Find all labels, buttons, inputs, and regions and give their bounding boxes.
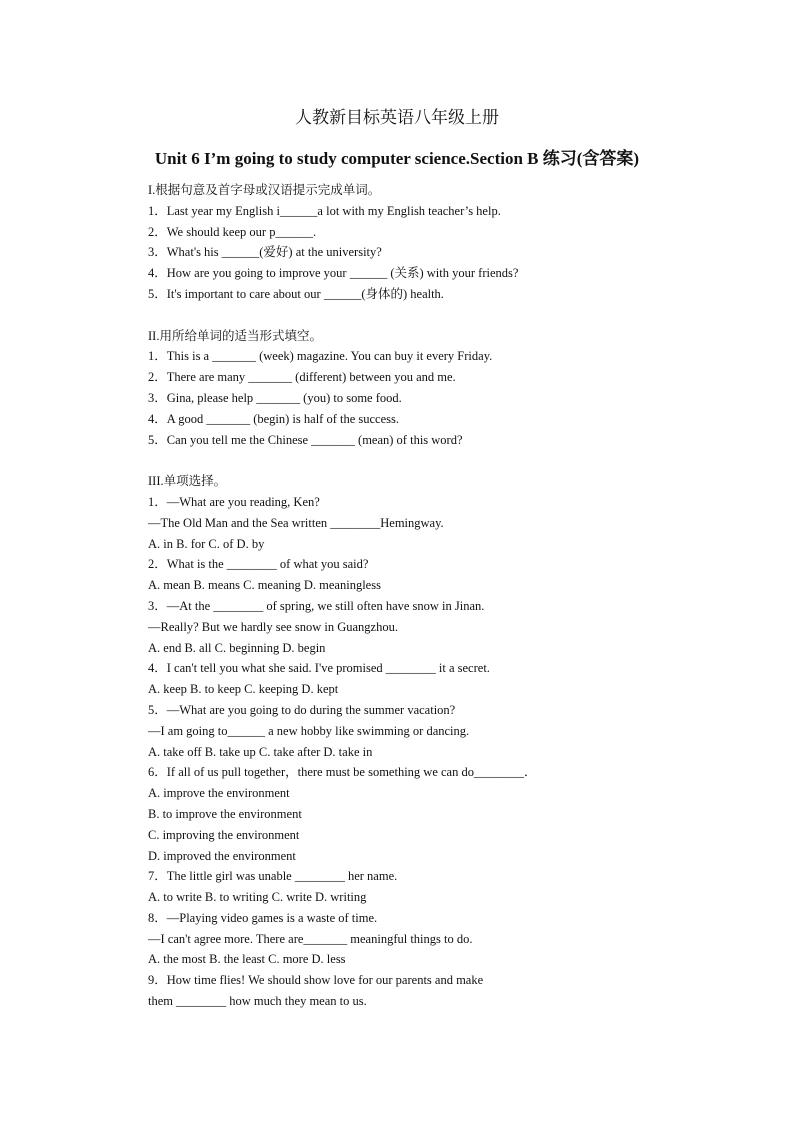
options-line: D. improved the environment <box>148 848 296 863</box>
question-line: them ________ how much they mean to us. <box>148 994 367 1009</box>
question-line: 1．Last year my English i______a lot with my English teacher’s help. <box>148 203 501 218</box>
question-line: 8．—Playing video games is a waste of time. <box>148 910 378 925</box>
question-line: 5．It's important to care about our ______(身体的) health. <box>148 286 444 301</box>
section-spacer <box>148 450 708 471</box>
question-line: 3．—At the ________ of spring, we still often have snow in Jinan. <box>148 598 485 613</box>
section-heading: II.用所给单词的适当形式填空。 <box>148 328 322 343</box>
document-title: 人教新目标英语八年级上册 <box>295 108 499 127</box>
exercise-content <box>148 180 708 1012</box>
question-line: 2．There are many _______ (different) between you and me. <box>148 370 456 385</box>
options-line: A. end B. all C. beginning D. begin <box>148 640 326 655</box>
options-line: B. to improve the environment <box>148 806 302 821</box>
options-line: A. to write B. to writing C. write D. writing <box>148 890 367 905</box>
section-spacer <box>148 305 708 326</box>
question-line: 1．This is a _______ (week) magazine. You can buy it every Friday. <box>148 349 493 364</box>
document-subtitle: Unit 6 I’m going to study computer science.Section B 练习(含答案) <box>154 149 640 168</box>
section-heading: I.根据句意及首字母或汉语提示完成单词。 <box>148 183 381 197</box>
question-line: 9．How time flies! We should show love for our parents and make <box>148 973 484 988</box>
question-line: 6．If all of us pull together，there must be something we can do________． <box>148 765 537 780</box>
question-line: 3．Gina, please help _______ (you) to some food. <box>148 390 402 405</box>
options-line: A. in B. for C. of D. by <box>148 536 265 551</box>
question-line: 4．A good _______ (begin) is half of the success. <box>148 411 400 426</box>
options-line: A. the most B. the least C. more D. less <box>148 952 346 967</box>
question-line: 1．—What are you reading, Ken? <box>148 494 320 509</box>
section-heading: III.单项选择。 <box>148 474 227 489</box>
question-line: 3．What's his ______(爱好) at the university? <box>148 245 382 260</box>
question-line: 5．Can you tell me the Chinese _______ (mean) of this word? <box>148 432 463 447</box>
question-line: 5．—What are you going to do during the summer vacation? <box>148 702 456 717</box>
question-line: —I can't agree more. There are_______ meaningful things to do. <box>148 931 473 946</box>
question-line: 2．What is the ________ of what you said? <box>148 557 369 572</box>
options-line: A. mean B. means C. meaning D. meaningless <box>148 578 381 593</box>
question-line: —I am going to______ a new hobby like swimming or dancing. <box>148 723 470 738</box>
question-line: 2．We should keep our p______. <box>148 224 317 239</box>
question-line: 7．The little girl was unable ________ her name. <box>148 869 398 884</box>
options-line: A. keep B. to keep C. keeping D. kept <box>148 682 339 697</box>
options-line: A. take off B. take up C. take after D. take in <box>148 744 373 759</box>
question-line: 4．I can't tell you what she said. I've promised ________ it a secret. <box>148 661 490 676</box>
question-line: —Really? But we hardly see snow in Guangzhou. <box>148 619 398 634</box>
question-line: —The Old Man and the Sea written ________Hemingway. <box>148 515 444 530</box>
options-line: C. improving the environment <box>148 827 300 842</box>
options-line: A. improve the environment <box>148 786 290 801</box>
question-line: 4．How are you going to improve your ______ (关系) with your friends? <box>148 266 519 281</box>
